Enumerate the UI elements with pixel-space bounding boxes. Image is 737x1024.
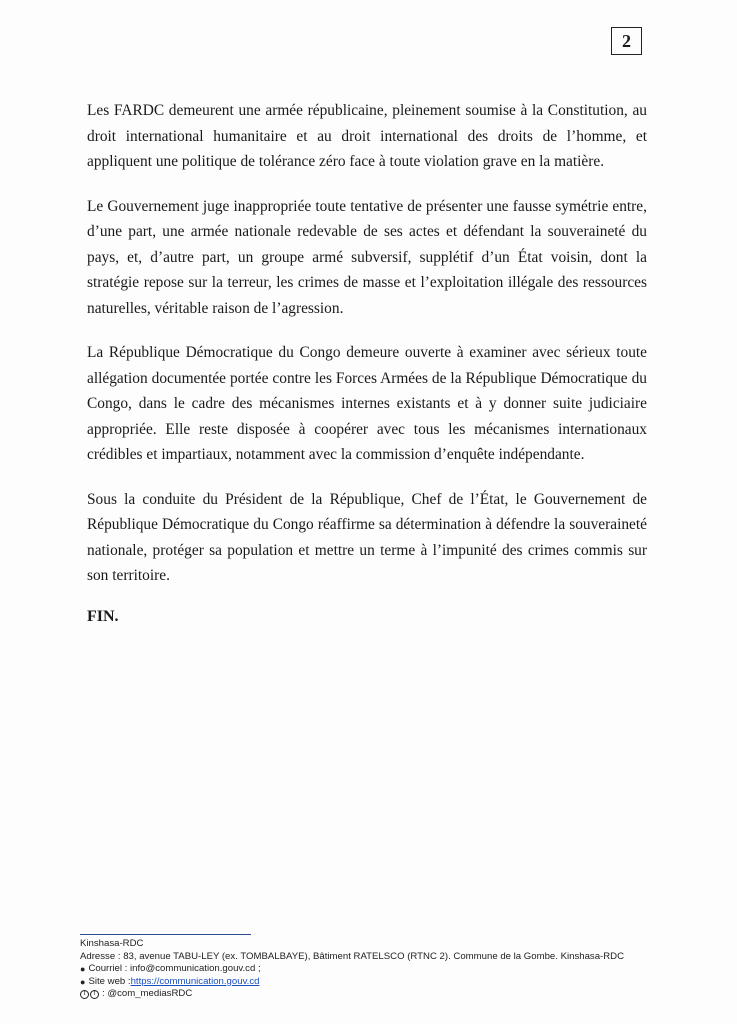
paragraph-3: La République Démocratique du Congo demeure ouverte à examiner avec sérieux toute allégation documentée portée contre les Forces Armées de la République Démocratique du Congo, dans le cadre des mécanismes internes existants et à y donner suite judiciaire appropriée. Elle reste disposée à coopérer avec tous les mécanismes internationaux crédibles et impartiaux, notamment avec la commission d’enquête indépendante. — [87, 344, 647, 463]
footer-divider — [80, 934, 251, 935]
bullet-icon: ● — [80, 964, 86, 975]
footer — [80, 934, 680, 1001]
footer-social-handle: : @com_mediasRDC — [102, 988, 193, 1000]
footer-email[interactable]: Courriel : info@communication.gouv.cd ; — [88, 963, 261, 975]
footer-city: Kinshasa-RDC — [80, 938, 144, 949]
footer-website-link[interactable]: https://communication.gouv.cd — [130, 975, 260, 987]
facebook-icon[interactable]: f — [90, 990, 99, 999]
footer-social-row — [80, 988, 680, 1001]
footer-website-label: Site web : — [88, 975, 131, 987]
paragraph-4: Sous la conduite du Président de la République, Chef de l’État, le Gouvernement de République Démocratique du Congo réaffirme sa détermination à défendre la souveraineté nationale, protéger sa population et mettre un terme à l’impunité des crimes commis sur son territoire. — [87, 490, 647, 584]
footer-address: Adresse : 83, avenue TABU-LEY (ex. TOMBALBAYE), Bâtiment RATELSCO (RTNC 2). Commune de la Gombe. Kinshasa-RDC — [80, 950, 625, 962]
footer-website-row — [80, 976, 680, 989]
footer-email-row — [80, 963, 680, 976]
document-body — [87, 98, 647, 626]
closing-text: FIN. — [87, 607, 119, 625]
paragraph-1: Les FARDC demeurent une armée républicaine, pleinement soumise à la Constitution, au droit international humanitaire et au droit international des droits de l’homme, et appliquent une politique de tolérance zéro face à toute violation grave en la matière. — [87, 102, 647, 170]
bullet-icon: ● — [80, 976, 86, 987]
social-icons — [80, 990, 99, 999]
paragraph-2: Le Gouvernement juge inappropriée toute tentative de présenter une fausse symétrie entre, d’une part, une armée nationale redevable de ses actes et défendant la souveraineté du pays, et, d’autre part, un groupe armé subversif, supplétif d’un État voisin, dont la stratégie repose sur la terreur, les crimes de masse et l’exploitation illégale des ressources naturelles, véritable raison de l’agression. — [87, 197, 647, 317]
twitter-icon[interactable]: t — [80, 990, 89, 999]
page-number: 2 — [611, 27, 642, 55]
